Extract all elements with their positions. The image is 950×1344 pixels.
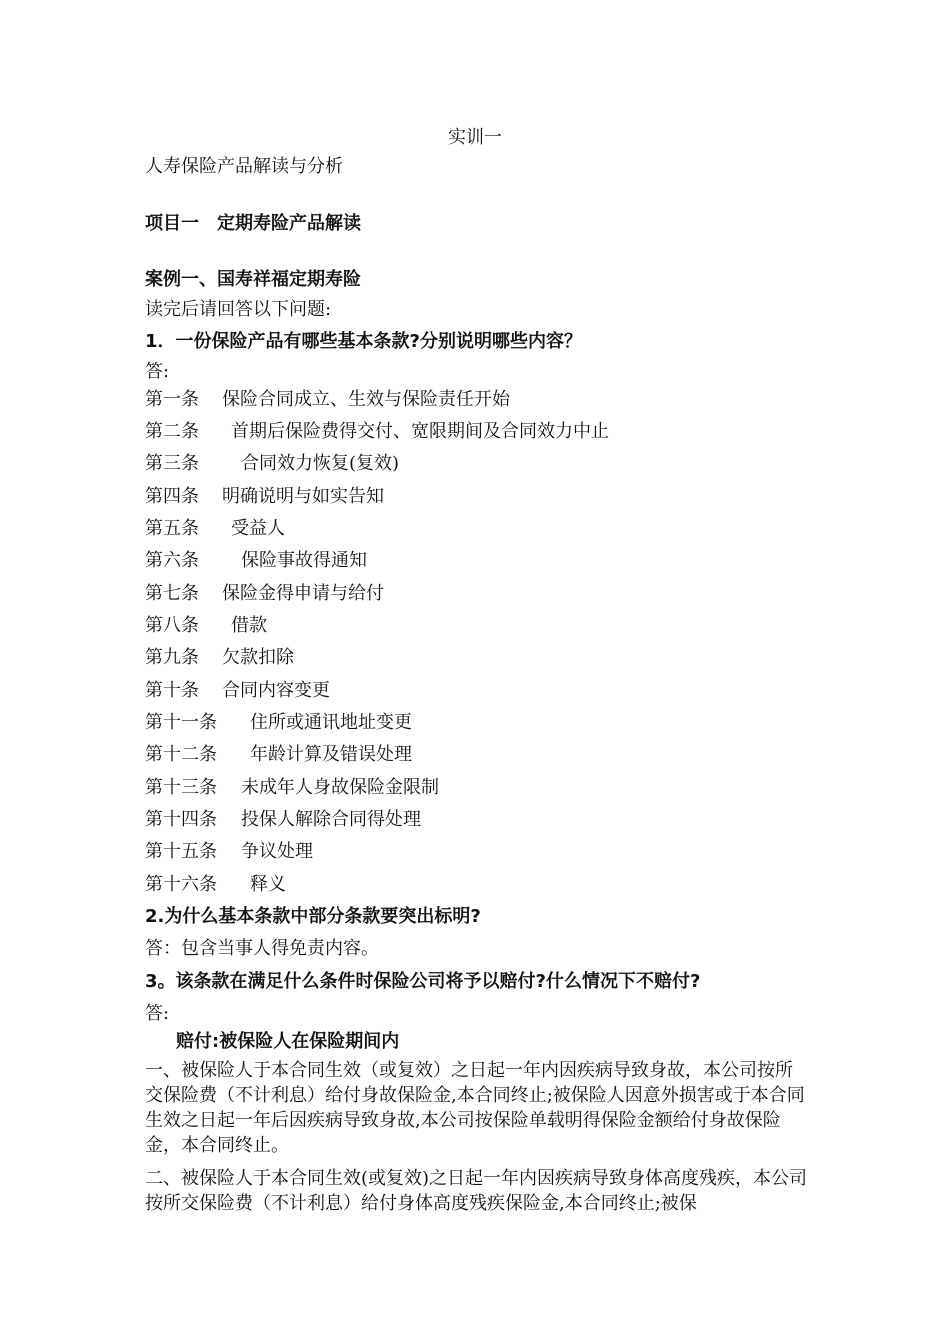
article-item bbox=[145, 776, 810, 800]
article-text: 投保人解除合同得处理 bbox=[241, 809, 421, 830]
article-item bbox=[145, 711, 810, 735]
article-text: 未成年人身故保险金限制 bbox=[241, 777, 439, 798]
instruction-text: 读完后请回答以下问题: bbox=[145, 299, 332, 320]
article-number: 第九条 bbox=[145, 647, 199, 668]
article-item bbox=[145, 873, 810, 897]
article-text: 年龄计算及错误处理 bbox=[250, 744, 412, 765]
article-text: 合同效力恢复(复效) bbox=[241, 453, 400, 474]
article-number: 第十一条 bbox=[145, 712, 217, 733]
pay-heading: 赔付:被保险人在保险期间内 bbox=[176, 1031, 400, 1052]
article-number: 第一条 bbox=[145, 389, 199, 410]
project-heading: 项目一 定期寿险产品解读 bbox=[145, 213, 361, 234]
article-item bbox=[145, 808, 810, 832]
article-item bbox=[145, 582, 810, 606]
article-number: 第四条 bbox=[145, 486, 199, 507]
paragraph-1: 一、被保险人于本合同生效（或复效）之日起一年内因疾病导致身故，本公司按所交保险费（不计利息）给付身故保险金,本合同终止;被保险人因意外损害或于本合同生效之日起一年后因疾病导致身故,本公司按保险单载明得保险金额给付身故保险金，本合同终止。 bbox=[145, 1060, 805, 1156]
article-text: 释义 bbox=[250, 874, 286, 895]
question-2: 2.为什么基本条款中部分条款要突出标明? bbox=[145, 906, 481, 927]
article-number: 第八条 bbox=[145, 615, 199, 636]
article-number: 第十五条 bbox=[145, 841, 217, 862]
article-item bbox=[145, 646, 810, 670]
article-text: 争议处理 bbox=[241, 841, 313, 862]
article-text: 受益人 bbox=[231, 518, 285, 539]
article-item bbox=[145, 452, 810, 476]
article-text: 首期后保险费得交付、宽限期间及合同效力中止 bbox=[231, 421, 609, 442]
article-item bbox=[145, 679, 810, 703]
article-text: 合同内容变更 bbox=[222, 680, 330, 701]
article-number: 第十二条 bbox=[145, 744, 217, 765]
article-item bbox=[145, 517, 810, 541]
article-number: 第二条 bbox=[145, 421, 199, 442]
article-number: 第五条 bbox=[145, 518, 199, 539]
article-number: 第十条 bbox=[145, 680, 199, 701]
article-number: 第三条 bbox=[145, 453, 199, 474]
question-1: 1．一份保险产品有哪些基本条款?分别说明哪些内容？ bbox=[145, 331, 582, 352]
doc-title: 实训一 bbox=[448, 127, 502, 148]
paragraph-2: 二、被保险人于本合同生效(或复效)之日起一年内因疾病导致身体高度残疾，本公司按所交保险费（不计利息）给付身体高度残疾保险金,本合同终止;被保 bbox=[145, 1168, 808, 1214]
article-item bbox=[145, 840, 810, 864]
article-number: 第七条 bbox=[145, 583, 199, 604]
article-number: 第六条 bbox=[145, 550, 199, 571]
article-item bbox=[145, 485, 810, 509]
article-item bbox=[145, 420, 810, 444]
case-heading: 案例一、国寿祥福定期寿险 bbox=[145, 269, 361, 290]
article-text: 保险金得申请与给付 bbox=[222, 583, 384, 604]
article-item bbox=[145, 549, 810, 573]
article-text: 借款 bbox=[231, 615, 267, 636]
answer-1-label: 答: bbox=[145, 361, 170, 382]
article-item bbox=[145, 388, 810, 412]
article-item bbox=[145, 614, 810, 638]
article-text: 保险合同成立、生效与保险责任开始 bbox=[222, 389, 510, 410]
article-number: 第十三条 bbox=[145, 777, 217, 798]
article-item bbox=[145, 743, 810, 767]
answer-2: 答：包含当事人得免责内容。 bbox=[145, 938, 379, 959]
article-text: 住所或通讯地址变更 bbox=[250, 712, 412, 733]
answer-3-label: 答: bbox=[145, 1003, 170, 1024]
article-number: 第十六条 bbox=[145, 874, 217, 895]
article-text: 保险事故得通知 bbox=[241, 550, 367, 571]
article-number: 第十四条 bbox=[145, 809, 217, 830]
article-text: 明确说明与如实告知 bbox=[222, 486, 384, 507]
article-text: 欠款扣除 bbox=[222, 647, 294, 668]
doc-subtitle: 人寿保险产品解读与分析 bbox=[145, 156, 343, 177]
question-3: 3。该条款在满足什么条件时保险公司将予以赔付?什么情况下不赔付? bbox=[145, 971, 701, 992]
